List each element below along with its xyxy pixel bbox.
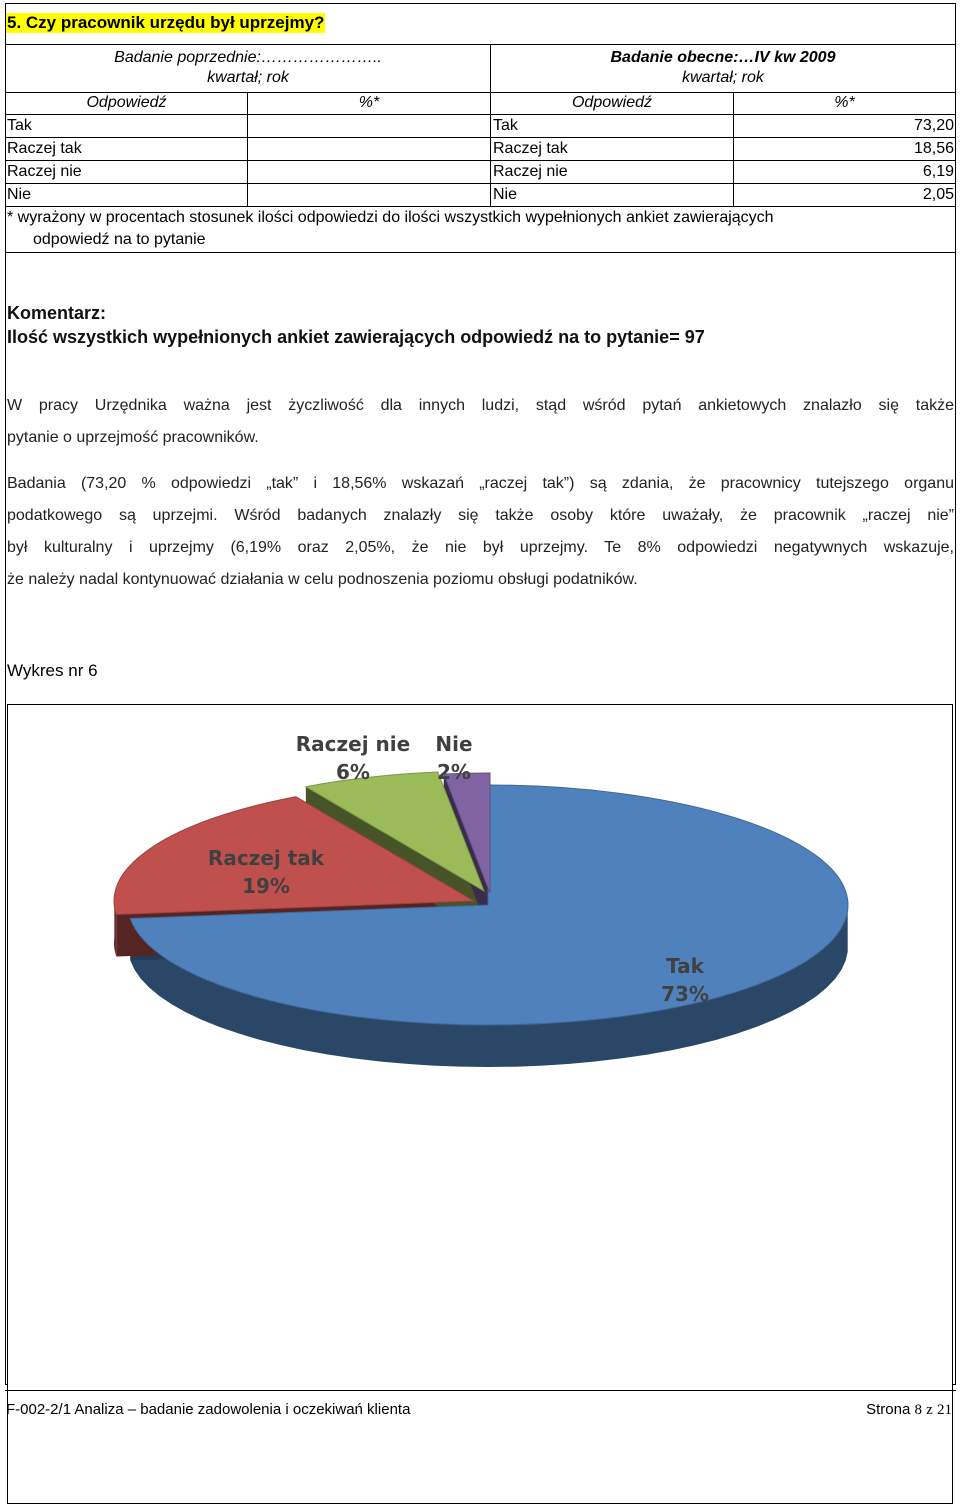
comment-text: Ilość wszystkich wypełnionych ankiet zawierających odpowiedź na to pytanie= 97 xyxy=(7,327,705,347)
pie-label-value: 2% xyxy=(437,760,471,784)
prev-answer-cell: Raczej tak xyxy=(7,140,82,157)
curr-pct-cell: 73,20 xyxy=(913,117,954,134)
table-line xyxy=(5,160,956,161)
curr-answer-cell: Raczej tak xyxy=(493,140,568,157)
pie-label-name: Raczej tak xyxy=(207,846,325,870)
pie-label-value: 6% xyxy=(336,760,370,784)
pie-chart xyxy=(8,705,952,1503)
footer-divider xyxy=(5,1390,956,1391)
paragraph-intro: W pracy Urzędnika ważna jest życzliwość dla innych ludzi, stąd wśród pytań ankietowych znalazło się także pytanie o uprzejmość pracowników. xyxy=(7,397,954,446)
footer-page: Strona 8 z 21 xyxy=(866,1401,952,1418)
footnote: * wyrażony w procentach stosunek ilości odpowiedzi do ilości wszystkich wypełnionych ankiet zawierających odpowiedź na to pytanie xyxy=(7,209,774,248)
table-line xyxy=(5,183,956,184)
paragraph-results: Badania (73,20 % odpowiedzi „tak” i 18,56% wskazań „raczej tak”) są zdania, że pracownicy tutejszego organu podatkowego są uprzejmi. Wśród badanych znalazły się także osoby które uważały, że pracownik „raczej nie” był kulturalny i uprzejmy (6,19% oraz 2,05%, że nie był uprzejmy. Te 8% odpowiedzi negatywnych wskazuje, że należy nadal kontynuować działania w celu podnoszenia poziomu obsługi podatników. xyxy=(7,475,954,588)
curr-answer-cell: Tak xyxy=(493,117,518,134)
pie-label-name: Nie xyxy=(435,732,473,756)
col-header-pct: %* xyxy=(834,94,855,111)
prev-answer-cell: Raczej nie xyxy=(7,163,82,180)
curr-pct-cell: 2,05 xyxy=(922,186,954,203)
prev-answer-cell: Nie xyxy=(7,186,32,203)
curr-answer-cell: Raczej nie xyxy=(493,163,568,180)
chart-frame xyxy=(7,704,953,1504)
chart-caption: Wykres nr 6 xyxy=(7,661,98,680)
table-line xyxy=(5,114,956,115)
current-study-header: Badanie obecne:…IV kw 2009 kwartał; rok xyxy=(610,49,836,86)
curr-pct-cell: 18,56 xyxy=(913,140,954,157)
pie-label-name: Raczej nie xyxy=(295,732,411,756)
curr-answer-cell: Nie xyxy=(493,186,518,203)
pie-label-value: 19% xyxy=(242,874,290,898)
footer-left: F-002-2/1 Analiza – badanie zadowolenia i oczekiwań klienta xyxy=(6,1401,411,1418)
col-header-answer: Odpowiedź xyxy=(571,94,653,111)
comment-label: Komentarz: xyxy=(7,303,107,323)
col-header-answer: Odpowiedź xyxy=(86,94,167,111)
pie-label-value: 73% xyxy=(661,982,709,1006)
prev-study-header: Badanie poprzednie:………………….. kwartał; rok xyxy=(114,49,382,86)
pie-label-name: Tak xyxy=(666,954,704,978)
comment-block xyxy=(7,301,705,349)
prev-answer-cell: Tak xyxy=(7,117,32,134)
col-header-pct: %* xyxy=(358,94,380,111)
curr-pct-cell: 6,19 xyxy=(922,163,954,180)
table-line xyxy=(5,137,956,138)
table-top-border xyxy=(5,44,956,45)
section-divider xyxy=(5,252,956,253)
section-title: 5. Czy pracownik urzędu był uprzejmy? xyxy=(7,13,325,32)
